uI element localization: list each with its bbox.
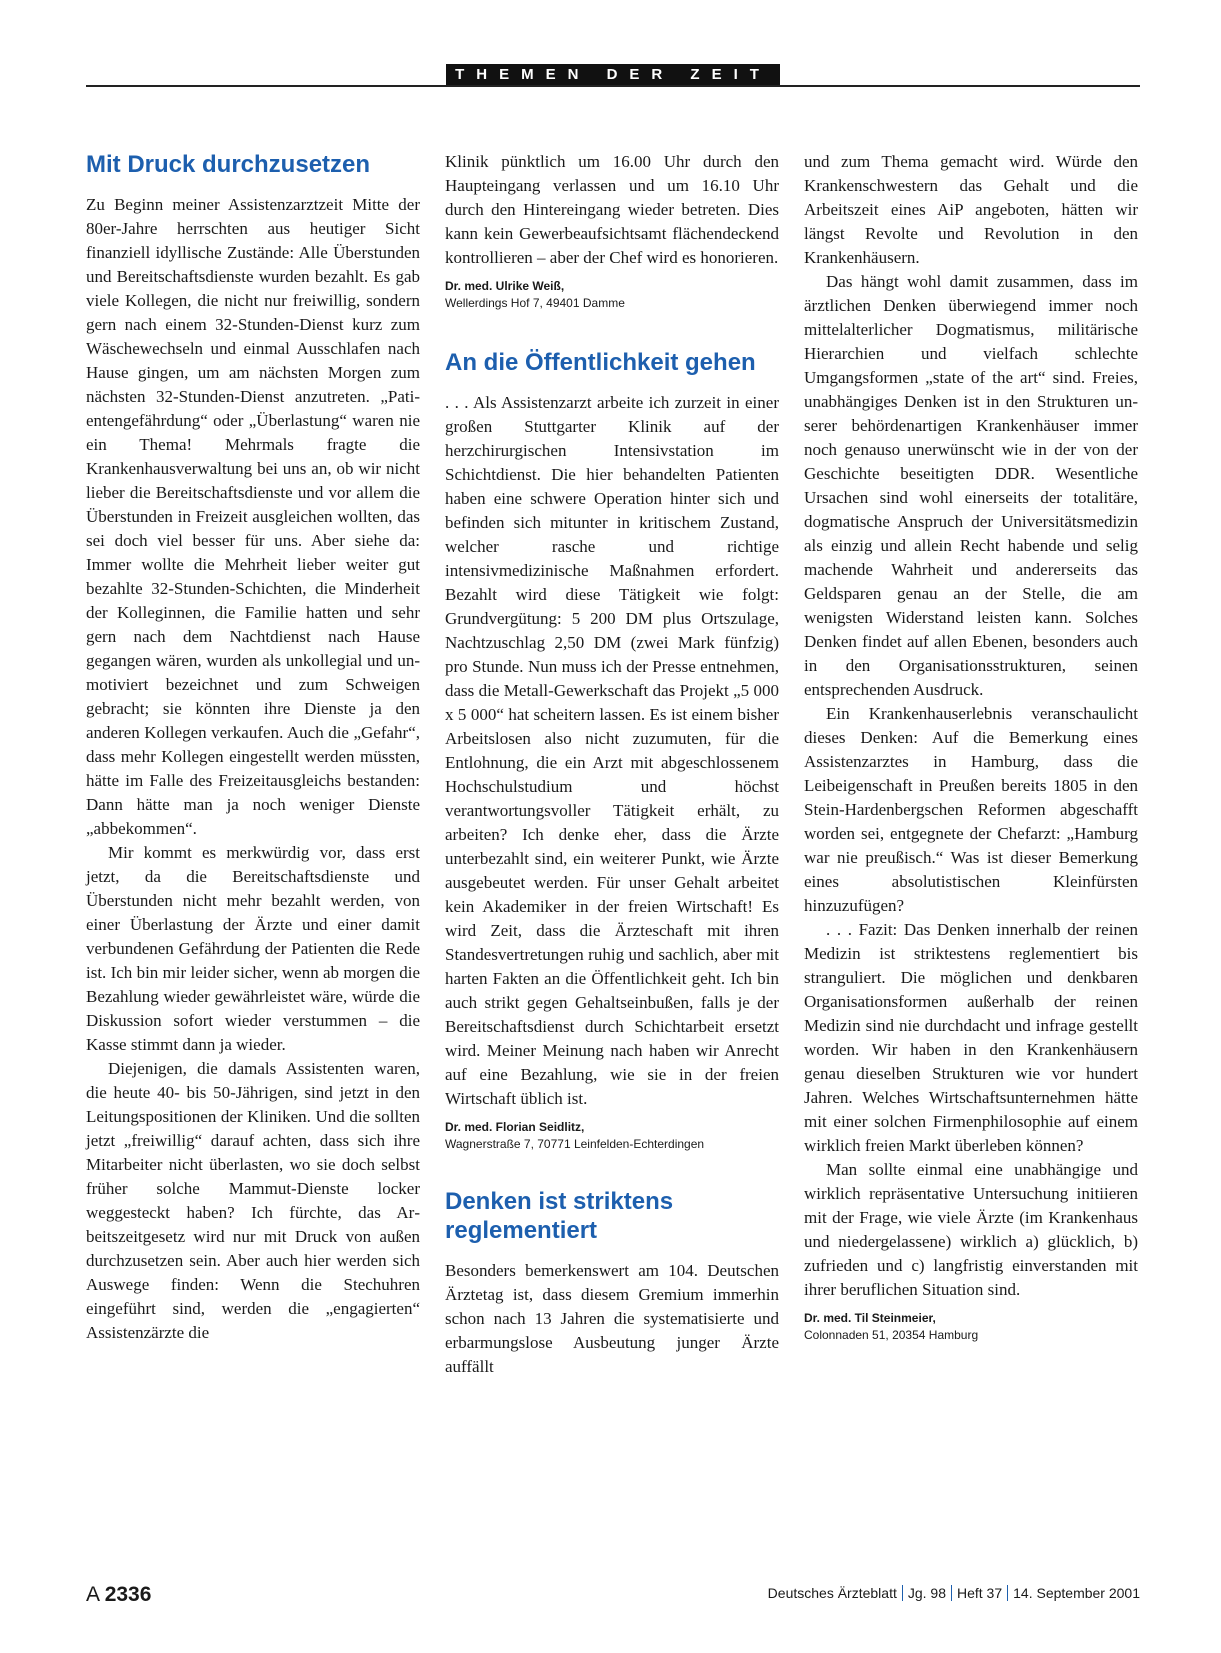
paragraph: . . . Fazit: Das Denken innerhalb der reinen Medizin ist striktestens reglementiert bis stranguliert. Die möglichen und denkbaren Organisationsformen außerhalb der reinen Medizin sind nie durchdacht und infrage gestellt worden. Wir haben in den Krankenhäusern genau dieselben Strukturen wie vor hundert Jahren. Welches Wirtschaftsunternehmen hätte mit einer solchen Firmenphilosophie auf einem wirklich freien Markt überleben können? xyxy=(804,920,1138,1155)
paragraph: Diejenigen, die damals Assistenten waren, die heute 40- bis 50-Jährigen, sind jetzt in den Leitungspositionen der Kliniken. Und die sollten jetzt „freiwillig“ darauf achten, dass sich ihre Mitarbeiter nicht überlasten, wo sie doch selbst früher solche Mammut-Dienste locker weggesteckt haben? Ich fürchte, das Arbeitszeitgesetz wird nur mit Druck von außen durchzusetzen sein. Aber auch hier werden sich Auswege finden: Wenn die Stechuhren eingeführt sind, werden die „engagierten“ Assistenzärzte die xyxy=(86,1059,420,1342)
paragraph: Klinik pünktlich um 16.00 Uhr durch den Haupteingang verlassen und um 16.10 Uhr durch den Hintereingang wieder betreten. Dies kann kein Gewerbeaufsichtsamt flächendeckend kontrollieren – aber der Chef wird es honorieren. xyxy=(445,152,779,267)
column-3 xyxy=(804,150,1138,1344)
column-1 xyxy=(86,150,420,1345)
author-name: Dr. med. Til Steinmeier, xyxy=(804,1311,936,1325)
author-address: Colonnaden 51, 20354 Hamburg xyxy=(804,1328,979,1342)
letter-title-3: Denken ist striktens reglementiert xyxy=(445,1188,674,1244)
section-label: THEMEN DER ZEIT xyxy=(446,64,780,86)
separator xyxy=(902,1585,903,1601)
paragraph: Besonders bemerkenswert am 104. Deutschen Ärztetag ist, dass diesem Gremium immerhin schon nach 13 Jahren die systematisierte und erbarmungslose Ausbeutung junger Ärzte auffällt xyxy=(445,1261,779,1376)
author-address: Wagnerstraße 7, 70771 Leinfelden-Echterdingen xyxy=(445,1137,705,1151)
journal-volume: Jg. 98 xyxy=(907,1585,946,1601)
journal-info xyxy=(768,1585,1140,1601)
paragraph: Man sollte einmal eine unabhängige und wirklich repräsentative Untersuchung initiieren mit der Frage, wie viele Ärzte (im Krankenhaus und niedergelassene) wirklich a) glücklich, b) zufrieden und c) langfristig einverstanden mit ihrer beruflichen Situation sind. xyxy=(804,1160,1138,1299)
separator xyxy=(951,1585,952,1601)
paragraph: Ein Krankenhauserlebnis veranschaulicht dieses Denken: Auf die Bemerkung eines Assistenzarztes in Hamburg, dass die Leibeigenschaft in Preußen bereits 1805 in den Stein-Hardenbergschen Reformen abgeschafft worden sei, entgegnete der Chefarzt: „Hamburg war nie preußisch.“ Was ist dieser Bemerkung eines absolutistischen Kleinfürsten hinzuzufügen? xyxy=(804,704,1138,915)
paragraph: und zum Thema gemacht wird. Würde den Krankenschwestern das Gehalt und die Arbeitszeit eines AiP angeboten, hätten wir längst Revolte und Revolution in den Krankenhäusern. xyxy=(804,152,1138,267)
paragraph: Das hängt wohl damit zusammen, dass im ärztlichen Denken überwiegend immer noch mittelalterlicher Dogmatismus, militärische Hierarchien und vielfach schlechte Umgangsformen „state of the art“ sind. Freies, unabhängiges Denken ist in den Strukturen unserer behördenartigen Krankenhäuser immer noch genauso unerwünscht wie in der von der Geschichte beseitigten DDR. Wesentliche Ursachen sind wohl einerseits der totalitäre, dogmatische Anspruch der Universitätsmedizin als einzig und allein Recht habende und selig machende Wahrheit und andererseits das Geldsparen genau an der Stelle, die am wenigsten Widerstand leisten kann. Solches Denken findet auf allen Ebenen, besonders auch in den Organisationsstrukturen, seinen entsprechenden Ausdruck. xyxy=(804,272,1138,699)
page-prefix: A xyxy=(86,1583,99,1606)
letter-title-2: An die Öffentlichkeit gehen xyxy=(445,349,756,376)
page-number-value: 2336 xyxy=(104,1583,152,1606)
header-rule xyxy=(86,85,1140,87)
journal-name: Deutsches Ärzteblatt xyxy=(767,1585,897,1601)
paragraph: . . . Als Assistenzarzt arbeite ich zurzeit in einer großen Stuttgarter Klinik auf der herzchirurgischen Intensivstation im Schichtdienst. Die hier behandelten Patienten haben eine schwere Operation hinter sich und befinden sich mitunter in kritischem Zustand, welcher rasche und richtige intensivmedizinische Maßnahmen erfordert. Bezahlt wird diese Tätigkeit wie folgt: Grundvergütung: 5 200 DM plus Ortszulage, Nachtzuschlag 2,50 DM (zwei Mark fünfzig) pro Stunde. Nun muss ich der Presse entnehmen, dass die Metall-Gewerkschaft das Projekt „5 000 x 5 000“ hat scheitern lassen. Es ist einem bisher Arbeitslosen also nicht zuzumuten, für die Entlohnung, die ein Arzt mit abgeschlossenem Hochschulstudium und höchst verantwortungsvoller Tätigkeit erhält, zu arbeiten? Ich denke eher, dass die Ärzte unterbezahlt sind, ein weiterer Punkt, wie Ärzte ausgebeutet werden. Für unser Gehalt arbeitet kein Akademiker in der freien Wirtschaft! Es wird Zeit, dass die Ärzteschaft mit ihren Standesvertretungen ruhig und sachlich, aber mit harten Fakten an die Öffentlichkeit geht. Ich bin auch strikt gegen Gehaltseinbußen, falls je der Bereitschaftsdienst durch Schichtarbeit ersetzt wird. Meiner Meinung nach haben wir Anrecht auf eine Bezahlung, wie sie in der freien Wirtschaft üblich ist. xyxy=(445,393,779,1108)
letter-title-1: Mit Druck durchzusetzen xyxy=(86,151,371,178)
author-name: Dr. med. Florian Seidlitz, xyxy=(445,1120,585,1134)
page-number xyxy=(86,1583,151,1607)
journal-issue: Heft 37 xyxy=(956,1585,1003,1601)
page-footer xyxy=(86,1583,1140,1613)
separator xyxy=(1007,1585,1008,1601)
paragraph: Mir kommt es merkwürdig vor, dass erst jetzt, da die Bereitschaftsdienste und Überstunden nicht mehr bezahlt werden, von einer Überlastung der Ärzte und einer damit verbundenen Gefährdung der Patienten die Rede ist. Ich bin mir leider sicher, wenn ab morgen die Bezahlung wieder gewährleistet wäre, würde die Diskussion sofort wieder verstummen – die Kasse stimmt dann ja wieder. xyxy=(86,843,420,1054)
author-address: Wellerdings Hof 7, 49401 Damme xyxy=(445,296,625,310)
paragraph: Zu Beginn meiner Assistenzarztzeit Mitte der 80er-Jahre herrschten aus heutiger Sicht finanziell idyllische Zustände: Alle Überstunden und Bereitschaftsdienste wurden bezahlt. Es gab viele Kollegen, die nicht nur freiwillig, sondern gern nach einem 32-Stunden-Dienst kurz zum Wäschewechseln und einmal Ausschlafen nach Hause gingen, um am nächsten Morgen zum nächsten 32-Stunden-Dienst anzutreten. „Patientengefährdung“ oder „Überlastung“ waren nie ein Thema! Mehrmals fragte die Krankenhausverwaltung bei uns an, ob wir nicht lieber die Bereitschaftsdienste und vor allem die Überstunden in Freizeit ausgleichen wollten, das sei doch viel besser für uns. Aber siehe da: Immer wollte die Mehrheit lieber weiter gut bezahlte 32-Stunden-Schichten, die Minderheit der Kolleginnen, die Familie hatten und sehr gern nach dem Nachtdienst nach Hause gegangen wären, wurden als unkollegial und unmotiviert bezeichnet und zum Schweigen gebracht; sie könnten ihre Dienste ja den anderen Kollegen verkaufen. Auch die „Gefahr“, dass mehr Kollegen eingestellt werden müssten, hätte im Falle des Freizeitausgleichs bestanden: Dann hätte man ja noch weniger Dienste „abbekommen“. xyxy=(86,195,420,838)
column-2 xyxy=(445,150,779,1379)
author-name: Dr. med. Ulrike Weiß, xyxy=(445,279,565,293)
journal-date: 14. September 2001 xyxy=(1013,1585,1140,1601)
